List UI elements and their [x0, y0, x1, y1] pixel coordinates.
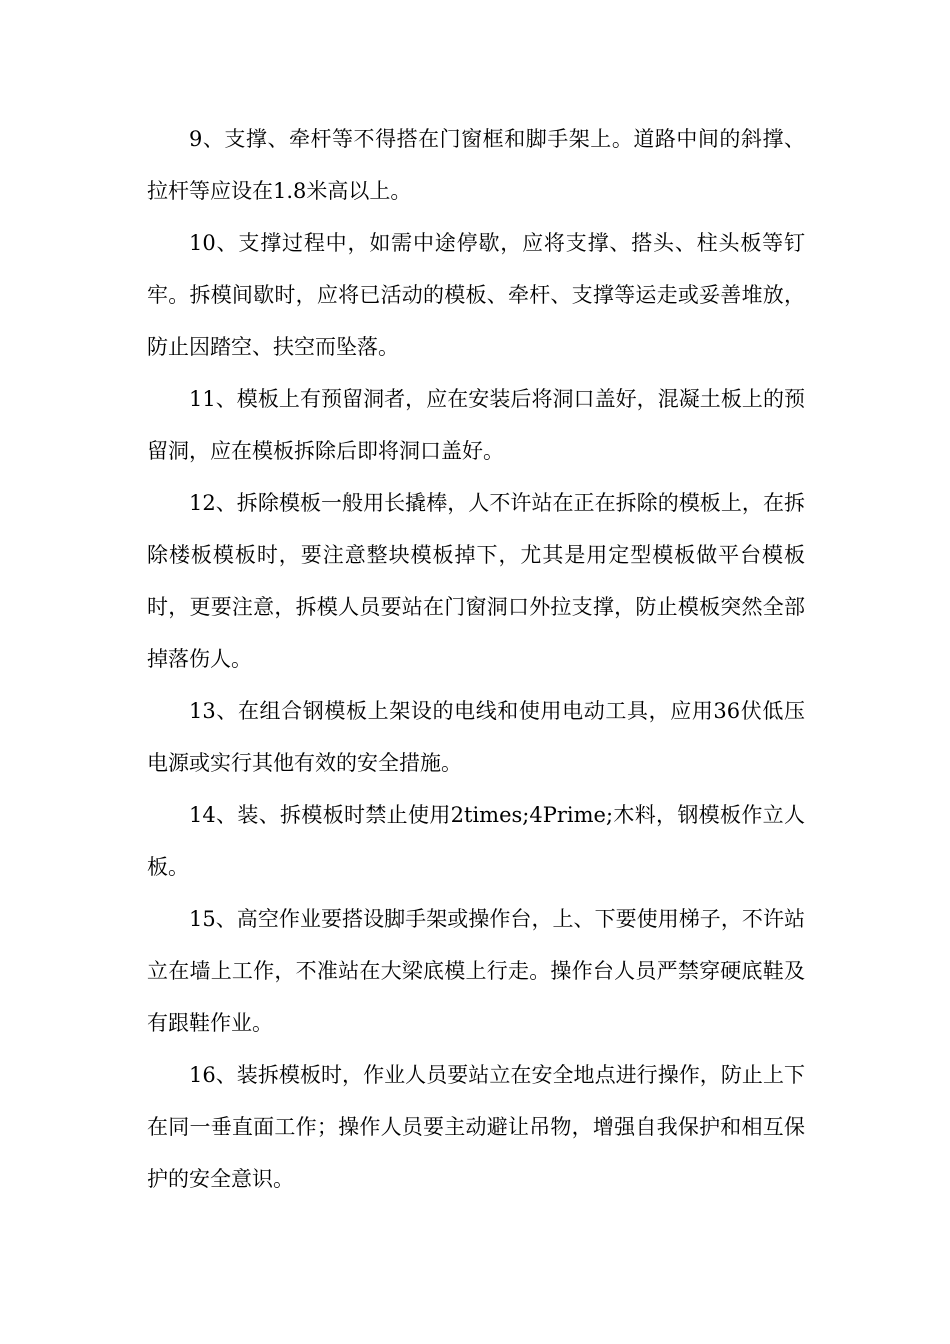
paragraph-item-10: 10、支撑过程中，如需中途停歇，应将支撑、搭头、柱头板等钉牢。拆模间歇时，应将已活动的模板、牵杆、支撑等运走或妥善堆放，防止因踏空、扶空而坠落。: [147, 231, 805, 359]
document-body: [147, 113, 805, 1205]
paragraph-item-9: 9、支撑、牵杆等不得搭在门窗框和脚手架上。道路中间的斜撑、拉杆等应设在1.8米高以上。: [147, 127, 805, 203]
paragraph-item-13: 13、在组合钢模板上架设的电线和使用电动工具，应用36伏低压电源或实行其他有效的安全措施。: [147, 699, 805, 775]
paragraph-item-15: 15、高空作业要搭设脚手架或操作台，上、下要使用梯子，不许站立在墙上工作，不准站在大梁底模上行走。操作台人员严禁穿硬底鞋及有跟鞋作业。: [147, 907, 805, 1035]
paragraph-item-12: 12、拆除模板一般用长撬棒，人不许站在正在拆除的模板上，在拆除楼板模板时，要注意整块模板掉下，尤其是用定型模板做平台模板时，更要注意，拆模人员要站在门窗洞口外拉支撑，防止模板突然全部掉落伤人。: [147, 491, 805, 671]
paragraph-item-14: 14、装、拆模板时禁止使用2times;4Prime;木料，钢模板作立人板。: [147, 803, 805, 879]
paragraph-item-16: 16、装拆模板时，作业人员要站立在安全地点进行操作，防止上下在同一垂直面工作；操作人员要主动避让吊物，增强自我保护和相互保护的安全意识。: [147, 1063, 805, 1191]
paragraph-item-11: 11、模板上有预留洞者，应在安装后将洞口盖好，混凝土板上的预留洞，应在模板拆除后即将洞口盖好。: [147, 387, 805, 463]
